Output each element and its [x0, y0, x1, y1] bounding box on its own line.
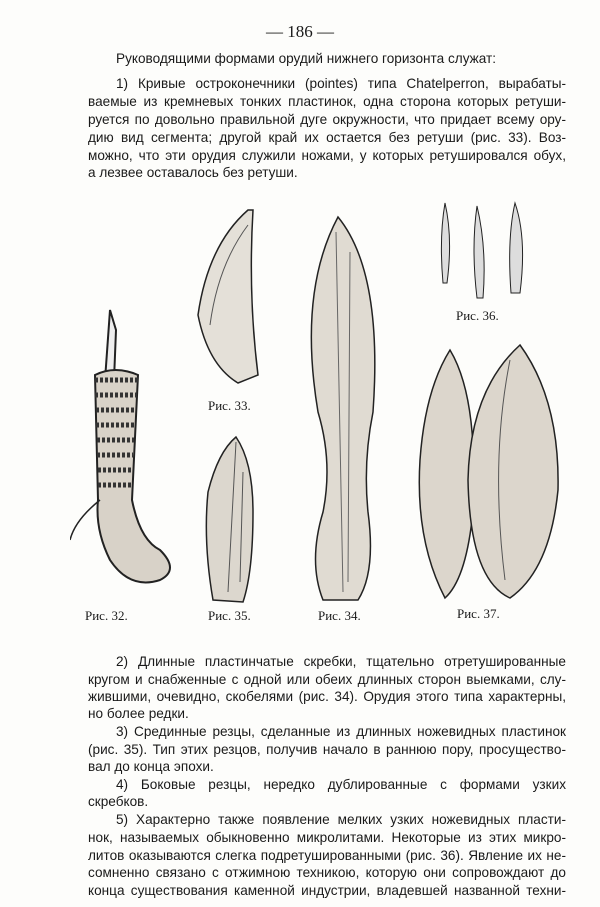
text-line: 2) Длинные пластинчатые скребки, тщательно отретушированные [116, 654, 566, 669]
caption-fig-37: Рис. 37. [457, 606, 500, 621]
text-line: жившими, очевидно, скобелями (рис. 34). Орудия этого типа характерны, [88, 689, 566, 704]
text-line: сомненно связано с отжимною техникою, которую они сопровождают до [88, 865, 566, 880]
text-line: кругом и снабженные с одной или обеих длинных сторон выемками, слу- [88, 672, 566, 687]
figure-35-burin [198, 432, 263, 607]
caption-fig-32: Рис. 32. [85, 608, 128, 623]
figure-36-microliths [435, 198, 535, 308]
caption-fig-33: Рис. 33. [208, 398, 251, 413]
text-line: а лезвее оставалось без ретуши. [88, 165, 298, 180]
figure-34-scraper [288, 212, 398, 607]
caption-fig-35: Рис. 35. [208, 608, 251, 623]
figure-37-blades [410, 340, 570, 605]
text-line: конца существования каменной индустрии, владевшей названной техни- [88, 883, 566, 898]
figure-32-hafted-tool [70, 300, 180, 610]
text-line: литов оказываются слегка подретушированными (рис. 36). Явление их не- [88, 848, 566, 863]
text-line: но более редки. [88, 706, 189, 721]
page-number: — 186 — [266, 22, 334, 41]
caption-fig-34: Рис. 34. [318, 608, 361, 623]
text-line: руется по довольно правильной дуге окружности, что придает всему ору- [88, 112, 566, 127]
text-line: нок, называемых обыкновенно микролитами. Некоторые из этих микро- [88, 830, 566, 845]
intro-line: Руководящими формами орудий нижнего горизонта служат: [116, 51, 497, 66]
caption-fig-36: Рис. 36. [456, 308, 499, 323]
text-line: дию вид сегмента; другой край их остается без ретуши (рис. 33). Воз- [88, 130, 566, 145]
text-line: ваемые из кремневых тонких пластинок, одна сторона которых ретуши- [88, 94, 566, 109]
text-line: 3) Срединные резцы, сделанные из длинных ножевидных пластинок [116, 724, 566, 739]
text-line: вал до конца эпохи. [88, 759, 214, 774]
text-line: можно, что эти орудия служили ножами, у которых ретушировался обух, [88, 148, 566, 163]
text-line: (рис. 35). Тип этих резцов, получив начало в раннюю пору, просуществo- [88, 742, 566, 757]
figure-33-point [188, 205, 268, 390]
text-line: 5) Характерно также появление мелких узких ножевидных пласти- [116, 812, 566, 827]
text-line: 1) Кривые остроконечники (pointes) типа Chatelperron, вырабаты- [116, 76, 566, 91]
text-line: скребков. [88, 794, 149, 809]
text-line: 4) Боковые резцы, нередко дублированные с формами узких [116, 777, 566, 792]
